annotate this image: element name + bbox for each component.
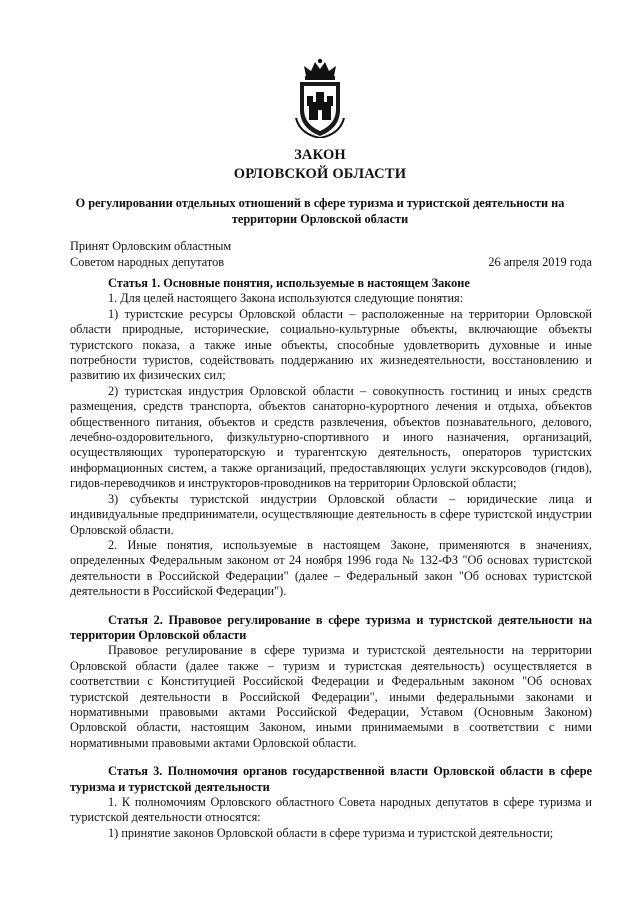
article-3-paragraph: 1) принятие законов Орловской области в сфере туризма и туристской деятельности;: [108, 825, 554, 840]
adopted-by-line2: Советом народных депутатов: [70, 255, 225, 269]
article-1-paragraph: 2. Иные понятия, используемые в настоящем Законе, применяются в значениях, определенных Федеральным законом от 24 ноября 1996 года № 132-ФЗ "Об основах туристской деятельности в Российской Федерации" (далее – Федеральный закон "Об основах туристской деятельности в Российской Федерации").: [70, 537, 592, 599]
adoption-block: [70, 238, 592, 270]
article-1-paragraph: 1. Для целей настоящего Закона используются следующие понятия:: [108, 291, 464, 306]
article-1-paragraph: 3) субъекты туристской индустрии Орловской области – юридические лица и индивидуальные предприниматели, осуществляющие деятельность в сфере туристской индустрии Орловской области.: [70, 491, 592, 537]
law-subject: О регулировании отдельных отношений в сфере туризма и туристской деятельности на территории Орловской области: [75, 196, 565, 226]
adoption-date: 26 апреля 2019 года: [488, 255, 592, 269]
article-1-paragraph: 1) туристские ресурсы Орловской области – расположенные на территории Орловской области природные, исторические, социально-культурные объекты, включающие объекты туристского показа, а также иные объекты, способные удовлетворить духовные и иные потребности туристов, содействовать поддержанию их жизнедеятельности, восстановлению и развитию их физических сил;: [70, 306, 592, 383]
article-1-paragraph: 2) туристская индустрия Орловской области – совокупность гостиниц и иных средств размещения, средств транспорта, объектов санаторно-курортного лечения и отдыха, объектов общественного питания, объектов и средств развлечения, объектов познавательного, делового, лечебно-оздоровительного, физкультурно-спортивного и иного назначения, организаций, осуществляющих туроператорскую и турагентскую деятельность, операторов туристских информационных систем, а также организаций, предоставляющих услуги экскурсоводов (гидов), гидов-переводчиков и инструкторов-проводников на территории Орловской области;: [70, 383, 592, 491]
coat-of-arms-icon: [292, 58, 348, 138]
article-2-paragraph: Правовое регулирование в сфере туризма и туристской деятельности на территории Орловской области (далее также – туризм и туристская деятельность) осуществляется в соответствии с Конституцией Российской Федерации и Федеральным законом "Об основах туристской деятельности в Российской Федерации", иными федеральными законами и нормативными правовыми актами Российской Федерации, Уставом (Основным Законом) Орловской области, настоящим Законом, иными принимаемыми в соответствии с ними нормативными правовыми актами Орловской области.: [70, 643, 592, 750]
adopted-by-line1: Принят Орловским областным: [70, 239, 232, 253]
law-title-region: ОРЛОВСКОЙ ОБЛАСТИ: [233, 166, 407, 182]
article-1-title: Статья 1. Основные понятия, используемые в настоящем Законе: [108, 276, 470, 290]
article-2-title: Статья 2. Правовое регулирование в сфере туризма и туристской деятельности на территории Орловской области: [70, 612, 592, 642]
law-title: [0, 146, 640, 184]
article-3-paragraph: 1. К полномочиям Орловского областного Совета народных депутатов в сфере туризма и туристской деятельности относятся:: [70, 795, 592, 825]
section-gap: [70, 751, 592, 764]
article-3-title: Статья 3. Полномочия органов государственной власти Орловской области в сфере туризма и туристской деятельности: [70, 764, 592, 794]
section-gap: [70, 600, 592, 613]
law-body: [70, 276, 592, 841]
law-title-law: ЗАКОН: [294, 147, 346, 163]
